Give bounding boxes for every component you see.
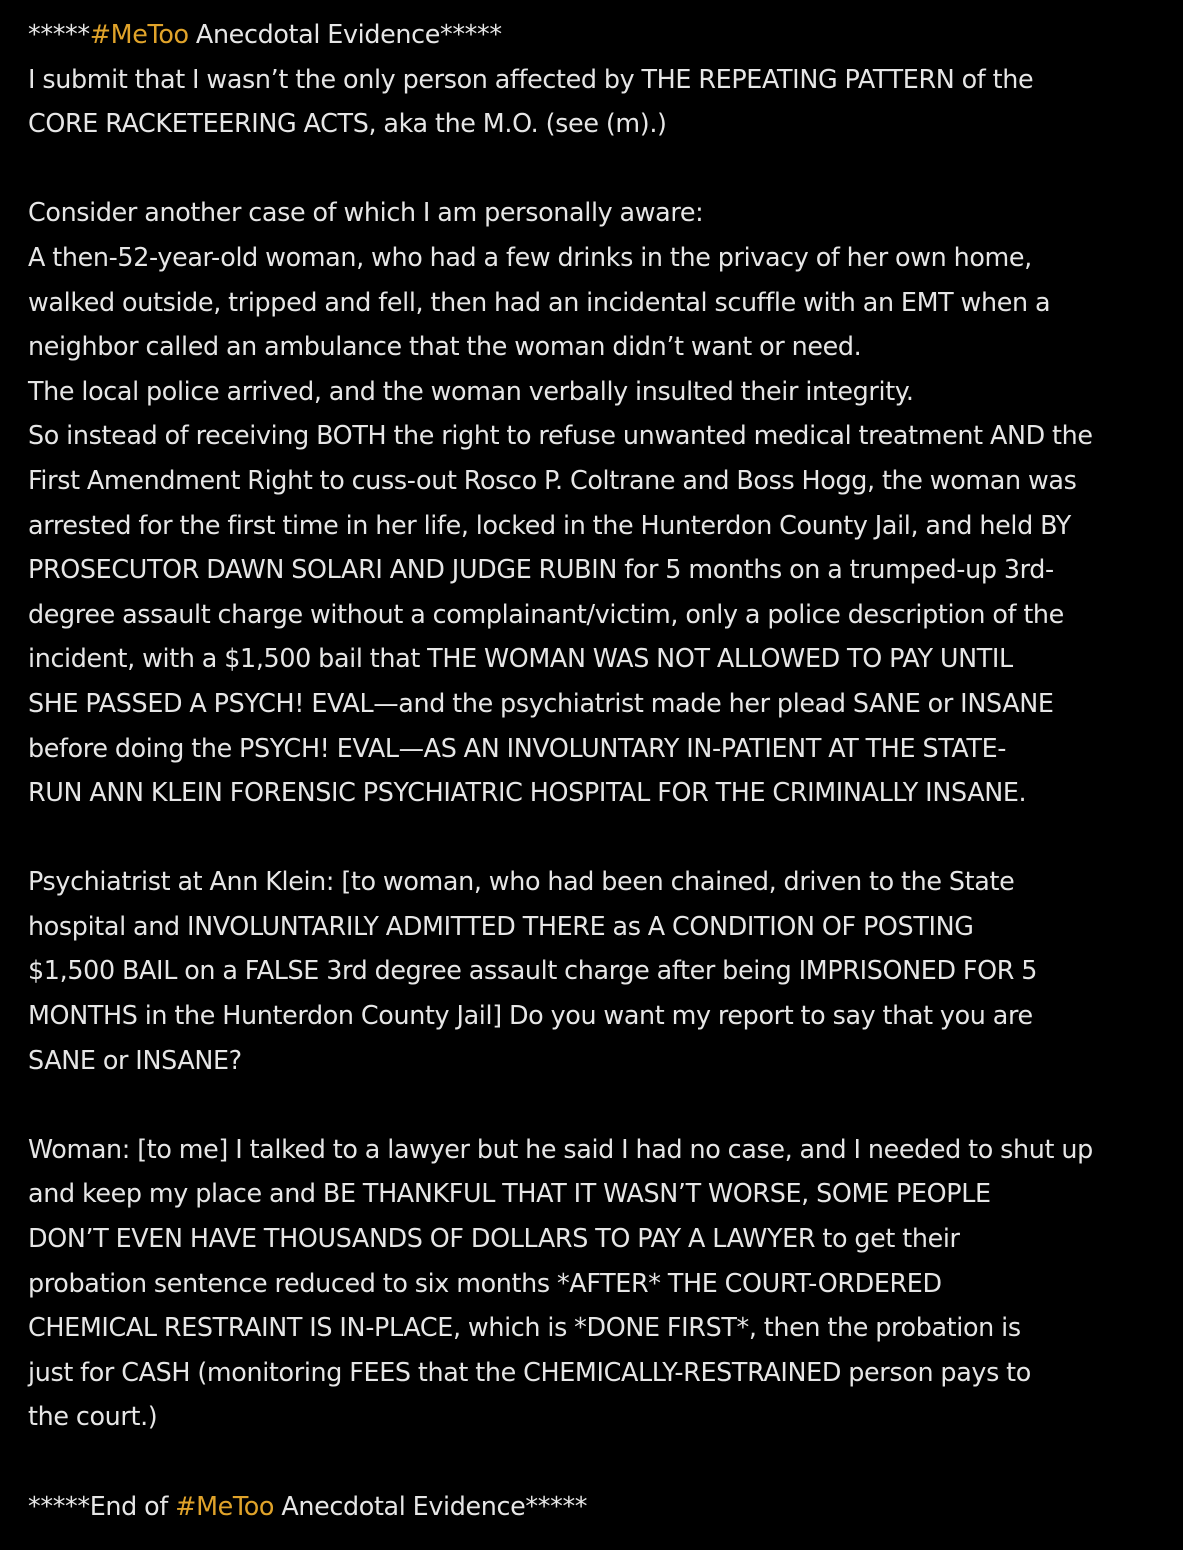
text-line: $1,500 BAIL on a FALSE 3rd degree assault charge after being IMPRISONED FOR 5 (28, 955, 1038, 986)
blank-line (28, 1439, 1173, 1484)
text-line: and keep my place and BE THANKFUL THAT IT WASN’T WORSE, SOME PEOPLE (28, 1178, 991, 1209)
blank-line (28, 146, 1173, 191)
paragraph-1 (28, 57, 1173, 146)
text-line: SHE PASSED A PSYCH! EVAL—and the psychiatrist made her plead SANE or INSANE (28, 687, 1054, 718)
text-line: arrested for the first time in her life, locked in the Hunterdon County Jail, and held BY (28, 509, 1071, 540)
text-line: before doing the PSYCH! EVAL—AS AN INVOLUNTARY IN-PATIENT AT THE STATE- (28, 732, 1007, 763)
text-line: A then-52-year-old woman, who had a few drinks in the privacy of her own home, (28, 241, 1032, 272)
paragraph-3 (28, 859, 1173, 1082)
footer-prefix: *****End of (28, 1490, 176, 1521)
text-line: probation sentence reduced to six months *AFTER* THE COURT-ORDERED (28, 1267, 942, 1298)
text-line: walked outside, tripped and fell, then had an incidental scuffle with an EMT when a (28, 286, 1051, 317)
text-line: The local police arrived, and the woman verbally insulted their integrity. (28, 375, 914, 406)
text-line: neighbor called an ambulance that the woman didn’t want or need. (28, 331, 862, 362)
text-line: hospital and INVOLUNTARILY ADMITTED THERE as A CONDITION OF POSTING (28, 910, 974, 941)
paragraph-2 (28, 190, 1173, 814)
text-line: CHEMICAL RESTRAINT IS IN-PLACE, which is *DONE FIRST*, then the probation is (28, 1312, 1021, 1343)
text-line: PROSECUTOR DAWN SOLARI AND JUDGE RUBIN for 5 months on a trumped-up 3rd- (28, 554, 1054, 585)
text-line: CORE RACKETEERING ACTS, aka the M.O. (see (m).) (28, 108, 667, 139)
text-line: SANE or INSANE? (28, 1044, 242, 1075)
text-line: just for CASH (monitoring FEES that the CHEMICALLY-RESTRAINED person pays to (28, 1356, 1031, 1387)
text-line: So instead of receiving BOTH the right to refuse unwanted medical treatment AND the (28, 420, 1093, 451)
header-stars: ***** (28, 19, 90, 49)
hashtag-link[interactable]: #MeToo (175, 1490, 275, 1521)
text-line: Woman: [to me] I talked to a lawyer but he said I had no case, and I needed to shut up (28, 1133, 1093, 1164)
paragraph-4 (28, 1127, 1173, 1439)
text-line: incident, with a $1,500 bail that THE WOMAN WAS NOT ALLOWED TO PAY UNTIL (28, 643, 1013, 674)
blank-line (28, 815, 1173, 860)
footer-line (28, 1484, 1173, 1529)
note-body (28, 12, 1173, 1528)
header-line (28, 12, 1173, 57)
hashtag-link[interactable]: #MeToo (89, 19, 189, 49)
header-title: Anecdotal Evidence***** (188, 19, 502, 49)
text-line: RUN ANN KLEIN FORENSIC PSYCHIATRIC HOSPITAL FOR THE CRIMINALLY INSANE. (28, 777, 1027, 808)
text-line: Consider another case of which I am personally aware: (28, 197, 704, 228)
text-line: MONTHS in the Hunterdon County Jail] Do you want my report to say that you are (28, 1000, 1033, 1031)
text-line: degree assault charge without a complainant/victim, only a police description of the (28, 598, 1064, 629)
text-line: First Amendment Right to cuss-out Rosco P. Coltrane and Boss Hogg, the woman was (28, 464, 1077, 495)
text-line: the court.) (28, 1401, 158, 1432)
blank-line (28, 1082, 1173, 1127)
text-line: Psychiatrist at Ann Klein: [to woman, who had been chained, driven to the State (28, 866, 1015, 897)
text-line: I submit that I wasn’t the only person affected by THE REPEATING PATTERN of the (28, 63, 1034, 94)
text-line: DON’T EVEN HAVE THOUSANDS OF DOLLARS TO PAY A LAWYER to get their (28, 1223, 960, 1254)
footer-suffix: Anecdotal Evidence***** (274, 1490, 588, 1521)
